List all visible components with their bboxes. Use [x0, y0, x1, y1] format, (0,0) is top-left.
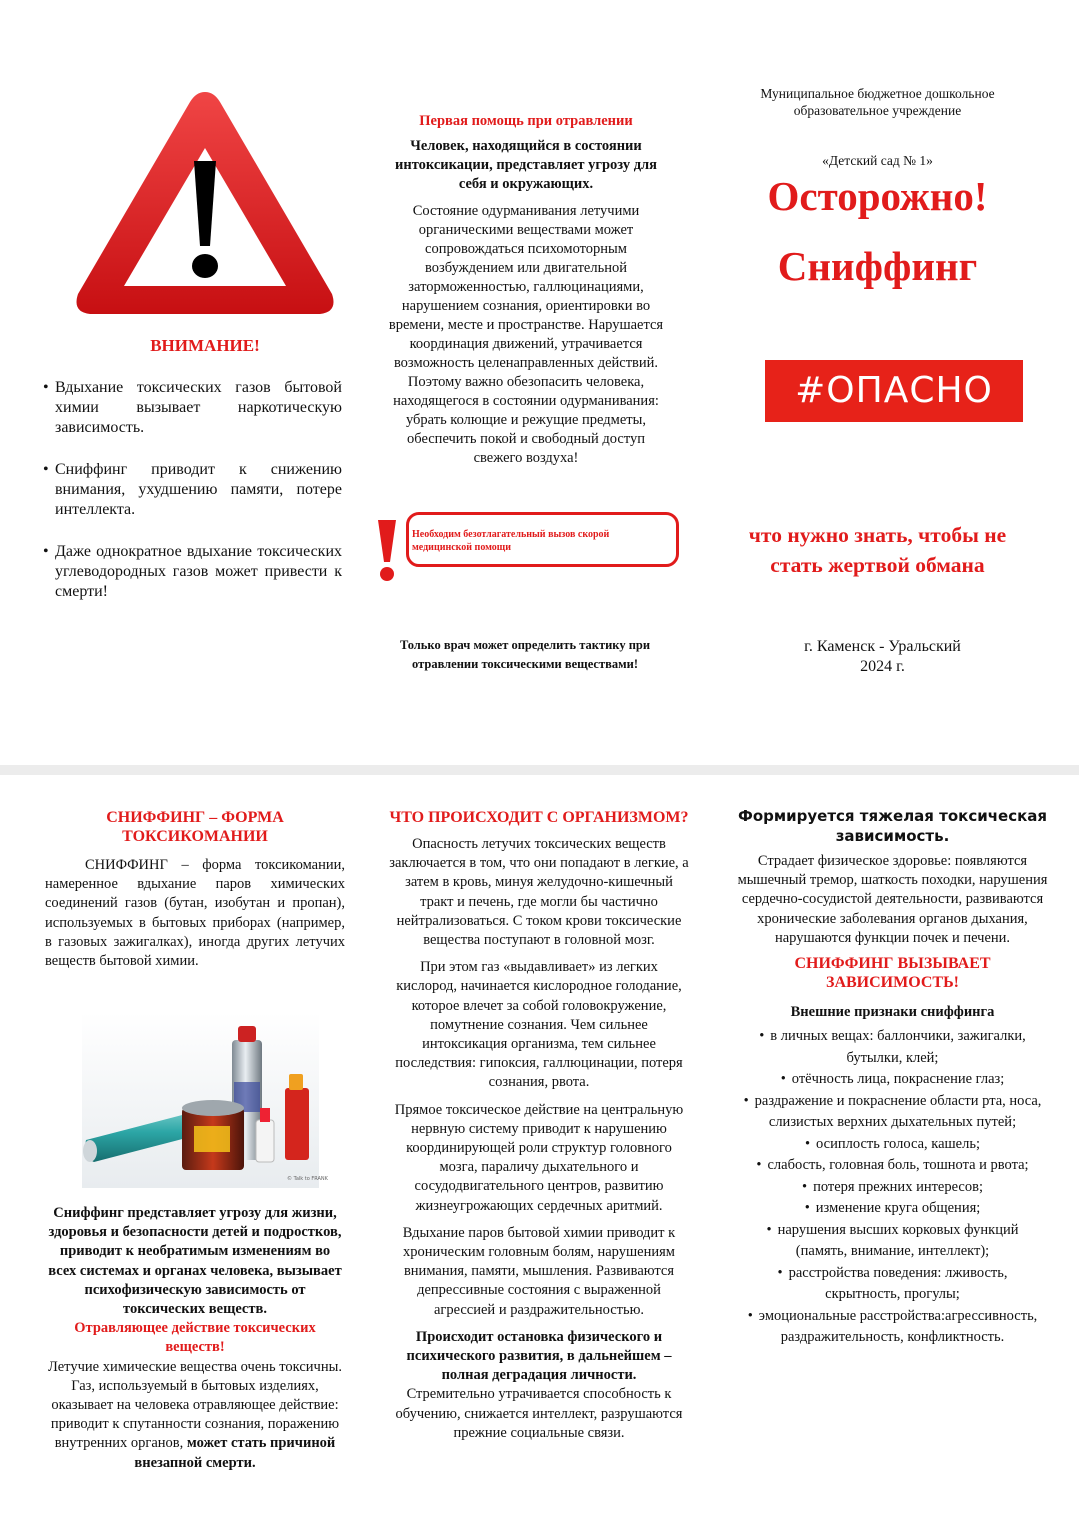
city: г. Каменск - Уральский — [804, 638, 961, 655]
signs-list — [735, 1026, 1050, 1349]
list-item: • отёчность лица, покраснение глаз; — [780, 1071, 1005, 1088]
list-item: • расстройства поведения: лживость, скрытность, прогулы; — [777, 1264, 1008, 1303]
paragraph-bold: Происходит остановка физического и психического развития, в дальнейшем – полная деградация личности. — [406, 1328, 672, 1384]
poison-paragraph — [45, 1358, 345, 1473]
threat-paragraph: Сниффинг представляет угрозу для жизни, здоровья и безопасности детей и подростков, приводит к необратимым изменениям во всех системах и органах человека, вызывает психофизическую зависимость от токсических веществ. — [48, 1205, 342, 1318]
attention-list — [45, 378, 342, 624]
hashtag-text: #ОПАСНО — [795, 370, 993, 411]
household-chemicals-photo — [82, 1012, 328, 1188]
list-item: • потеря прежних интересов; — [802, 1178, 983, 1195]
list-item: • слабость, головная боль, тошнота и рвота; — [756, 1157, 1029, 1174]
list-item: • осиплость голоса, кашель; — [804, 1135, 981, 1152]
poison-bold: может стать причиной внезапной смерти. — [134, 1435, 336, 1471]
ambulance-line: медицинской помощи — [412, 542, 512, 553]
list-item: • Даже однократное вдыхание токсических углеводородных газов может привести к смерти! — [45, 542, 342, 602]
title-caution: Осторожно! — [767, 173, 988, 219]
list-item: • нарушения высших корковых функций (память, внимание, интеллект); — [766, 1221, 1019, 1260]
exclamation-icon — [372, 518, 402, 583]
first-aid-title: Первая помощь при отравлении — [419, 113, 633, 129]
city-and-year — [770, 637, 995, 677]
cover-subtitle: что нужно знать, чтобы не стать жертвой обмана — [748, 523, 1007, 577]
list-item: • Вдыхание токсических газов бытовой химии вызывает наркотическую зависимость. — [45, 378, 342, 438]
attention-heading: ВНИМАНИЕ! — [150, 336, 260, 355]
paragraph: При этом газ «выдавливает» из легких кислород, начинается кислородное голодание, которое влечет за собой головокружение, помутнение сознания. Чем сильнее интоксикация организма, тем сильнее последствия: гипоксия, галлюцинации, потеря сознания, рвота. — [395, 959, 683, 1091]
sniffing-definition-section — [45, 808, 345, 971]
sniffing-threat-section — [45, 1204, 345, 1473]
ambulance-callout — [406, 512, 679, 567]
paragraph: Вдыхание паров бытовой химии приводит к хроническим головным болям, нарушениям внимания, памяти, мышления. Развиваются депрессивные состояния с выраженной агрессией и раздражительностью. — [402, 1224, 676, 1318]
organism-effects-section — [388, 808, 690, 1451]
first-aid-threat: Человек, находящийся в состоянии интоксикации, представляет угрозу для себя и окружающих. — [394, 138, 658, 192]
paragraph: Прямое токсическое действие на центральную нервную систему приводит к нарушению координирующей роли структур головного мозга, параличу дыхательного и сосудодвигательного центров, развитию жизнеугрожающих сердечных аритмий. — [394, 1101, 684, 1214]
list-item: • изменение круга общения; — [804, 1200, 981, 1217]
sniffing-definition — [45, 856, 345, 971]
title-sniffing: Сниффинг — [777, 243, 978, 289]
paragraph: Опасность летучих токсических веществ заключается в том, что они попадают в легкие, а затем в кровь, минуя желудочно-кишечный тракт и печень, где могли бы частично нейтрализоваться. С током крови токсические вещества поступают в головной мозг. — [389, 836, 689, 949]
poison-title: Отравляющее действие токсических веществ! — [74, 1320, 316, 1356]
section-title: ЧТО ПРОИСХОДИТ С ОРГАНИЗМОМ? — [389, 809, 689, 826]
list-item: • в личных вещах: баллончики, зажигалки, бутылки, клей; — [759, 1028, 1026, 1066]
health-paragraph: Страдает физическое здоровье: появляются мышечный тремор, шаткость походки, нарушения сердечно-сосудистой деятельности, развиваются хронические заболевания органов дыхания, нарушаются функции почек и печени. — [737, 853, 1048, 946]
leaflet-outer-side — [0, 0, 1079, 765]
year: 2024 г. — [860, 658, 905, 675]
hashtag-badge — [765, 360, 1023, 422]
poison-text: Летучие химические вещества очень токсичны. Газ, используемый в бытовых изделиях, оказывает на человека отравляющее действие: приводит к спутанности сознания, поражению внутренних органов, — [48, 1358, 342, 1452]
section-title: СНИФФИНГ – ФОРМА ТОКСИКОМАНИИ — [106, 809, 284, 845]
photo-credit: © Talk to FRANK — [287, 1176, 328, 1182]
section-title: Формируется тяжелая токсическая зависимость. — [737, 807, 1048, 845]
paragraph: Стремительно утрачивается способность к обучению, снижается интеллект, разрушаются прежние социальные связи. — [395, 1386, 683, 1441]
first-aid-body: Состояние одурманивания летучими органическими веществами может сопровождаться психомоторным возбуждением или двигательной заторможенностью, галлюцинациями, нарушением сознания, ориентировки во времени, месте и пространстве. Нарушается координация движений, утрачивается возможность целенаправленных действий. Поэтому важно обезопасить человека, находящегося в состоянии одурманивания: убрать колющие и режущие предметы, обеспечить покой и свободный доступ свежего воздуха! — [388, 203, 664, 466]
list-item: • эмоциональные расстройства:агрессивность, раздражительность, конфликтность. — [747, 1307, 1038, 1346]
dependency-warning: СНИФФИНГ ВЫЗЫВАЕТ ЗАВИСИМОСТЬ! — [794, 955, 991, 992]
dependency-section — [735, 806, 1050, 1349]
definition-lead: СНИФФИНГ — [85, 857, 168, 873]
list-item: • Сниффинг приводит к снижению внимания, ухудшению памяти, потере интеллекта. — [45, 460, 342, 520]
organization-short-name: «Детский сад № 1» — [822, 153, 933, 168]
warning-triangle-icon — [70, 86, 340, 321]
doctor-note: Только врач может определить тактику при отравлении токсическими веществами! — [399, 638, 651, 671]
organization-name: Муниципальное бюджетное дошкольное образовательное учреждение — [760, 86, 995, 118]
definition-text: – форма токсикомании, намеренное вдыхание паров химических соединений газов (бутан, изобутан и пропан), используемых в бытовых приборах (например, в газовых зажигалках), иногда других летучих веществ бытовой химии. — [45, 857, 345, 970]
signs-title: Внешние признаки сниффинга — [790, 1004, 995, 1021]
list-item: • раздражение и покраснение области рта, носа, слизистых верхних дыхательных путей; — [743, 1092, 1042, 1131]
ambulance-line: Необходим безотлагательный вызов скорой — [412, 529, 610, 540]
first-aid-section — [385, 112, 667, 468]
